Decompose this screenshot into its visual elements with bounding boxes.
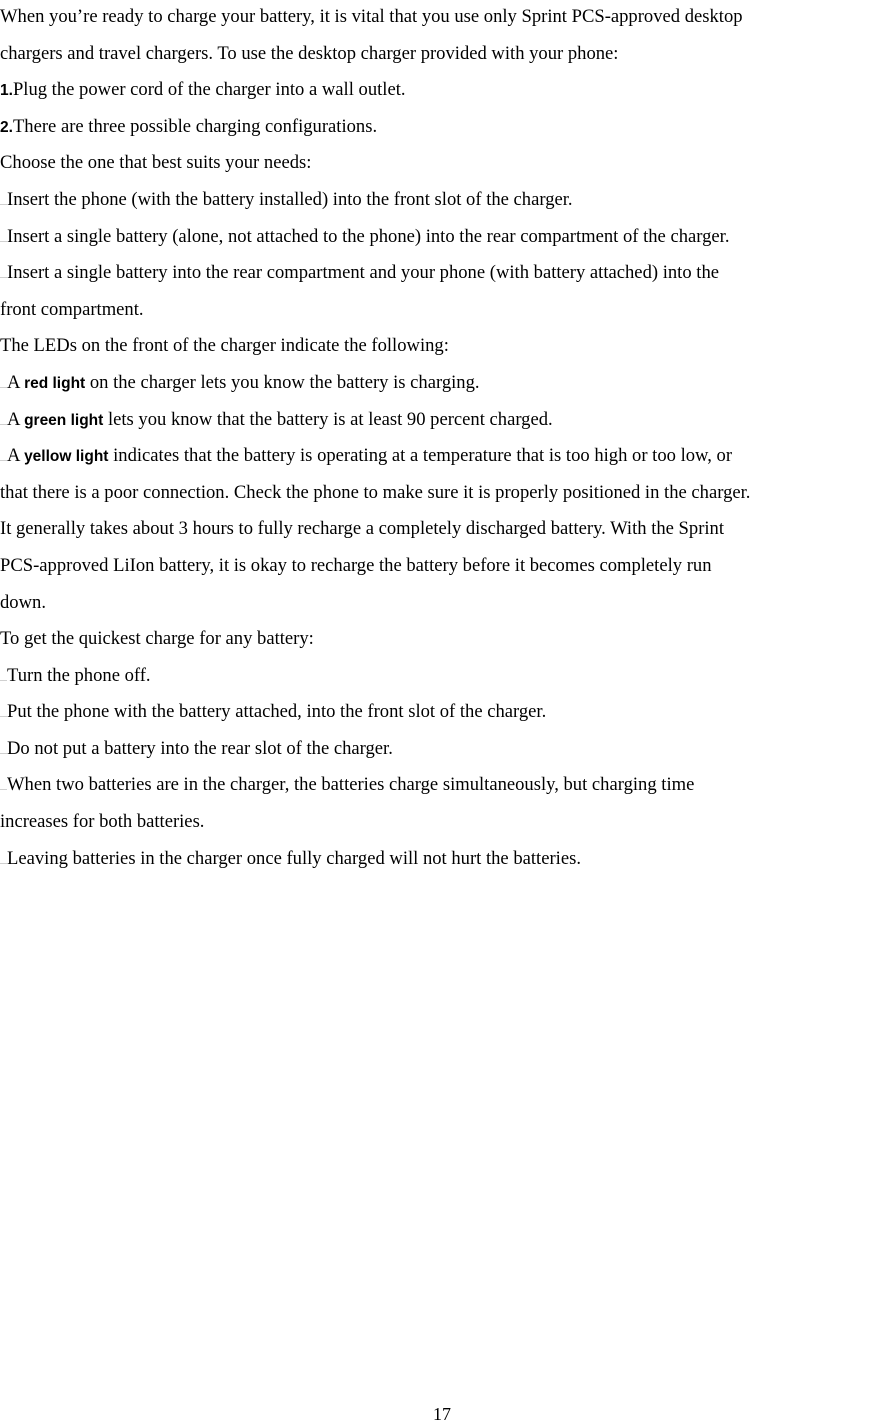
config-item-1 xyxy=(0,182,884,219)
step-2-text: There are three possible charging configurations. xyxy=(12,115,378,137)
bullet-icon xyxy=(0,203,7,205)
tip-5-text: Leaving batteries in the charger once fully charged will not hurt the batteries. xyxy=(7,847,581,869)
tip-4-text: When two batteries are in the charger, the batteries charge simultaneously, but charging time xyxy=(7,774,695,796)
led-red-label: red light xyxy=(24,374,86,392)
bullet-icon xyxy=(0,459,7,461)
led-yellow-text: indicates that the battery is operating at a temperature that is too high or too low, or xyxy=(108,445,733,467)
step-2 xyxy=(0,109,884,146)
led-yellow-cont: that there is a poor connection. Check the phone to make sure it is properly positioned in the charger. xyxy=(0,481,751,503)
led-red-item xyxy=(0,365,884,402)
tip-item-3 xyxy=(0,731,884,768)
intro-line-1: When you’re ready to charge your battery, it is vital that you use only Sprint PCS-approved desktop xyxy=(0,6,743,27)
tip-item-2 xyxy=(0,694,884,731)
page-number: 17 xyxy=(433,1404,451,1424)
intro-line-2: chargers and travel chargers. To use the desktop charger provided with your phone: xyxy=(0,42,619,64)
config-3-text: Insert a single battery into the rear compartment and your phone (with battery attached) into the xyxy=(7,262,719,284)
bullet-icon xyxy=(0,386,7,388)
general-line-1: It generally takes about 3 hours to fully recharge a completely discharged battery. With the Sprint xyxy=(0,518,725,540)
bullet-icon xyxy=(0,715,7,717)
step-1 xyxy=(0,72,884,109)
tip-item-1 xyxy=(0,658,884,695)
led-green-item xyxy=(0,402,884,439)
config-2-text: Insert a single battery (alone, not attached to the phone) into the rear compartment of the charger. xyxy=(7,225,730,247)
step-1-text: Plug the power cord of the charger into a wall outlet. xyxy=(12,79,406,101)
config-item-2 xyxy=(0,219,884,256)
config-1-text: Insert the phone (with the battery installed) into the front slot of the charger. xyxy=(7,188,573,210)
tip-item-5 xyxy=(0,841,884,878)
config-item-3 xyxy=(0,255,884,292)
bullet-icon xyxy=(0,679,7,681)
step-2-number: 2. xyxy=(0,118,13,136)
bullet-icon xyxy=(0,788,7,790)
tip-item-4 xyxy=(0,767,884,804)
bullet-icon xyxy=(0,752,7,754)
choose-line: Choose the one that best suits your needs: xyxy=(0,152,312,174)
tip-1-text: Turn the phone off. xyxy=(7,664,151,686)
bullet-icon xyxy=(0,862,7,864)
leds-intro: The LEDs on the front of the charger indicate the following: xyxy=(0,335,449,357)
led-green-label: green light xyxy=(24,411,104,429)
tip-item-4-cont: increases for both batteries. xyxy=(0,811,205,833)
general-line-2: PCS-approved LiIon battery, it is okay to recharge the battery before it becomes completely run xyxy=(0,554,712,576)
led-yellow-label: yellow light xyxy=(24,448,109,466)
general-line-3: down. xyxy=(0,591,46,613)
bullet-icon xyxy=(0,240,7,242)
bullet-icon xyxy=(0,276,7,278)
tip-3-text: Do not put a battery into the rear slot of the charger. xyxy=(7,737,393,759)
led-red-prefix: A xyxy=(7,371,25,393)
led-yellow-item xyxy=(0,438,884,475)
bullet-icon xyxy=(0,423,7,425)
led-red-text: on the charger lets you know the battery is charging. xyxy=(85,371,480,393)
led-green-prefix: A xyxy=(7,408,25,430)
tip-2-text: Put the phone with the battery attached, into the front slot of the charger. xyxy=(7,701,547,723)
led-green-text: lets you know that the battery is at least 90 percent charged. xyxy=(103,408,553,430)
led-yellow-prefix: A xyxy=(7,445,25,467)
quick-intro: To get the quickest charge for any battery: xyxy=(0,628,314,650)
step-1-number: 1. xyxy=(0,82,13,100)
config-item-3-cont: front compartment. xyxy=(0,298,144,320)
